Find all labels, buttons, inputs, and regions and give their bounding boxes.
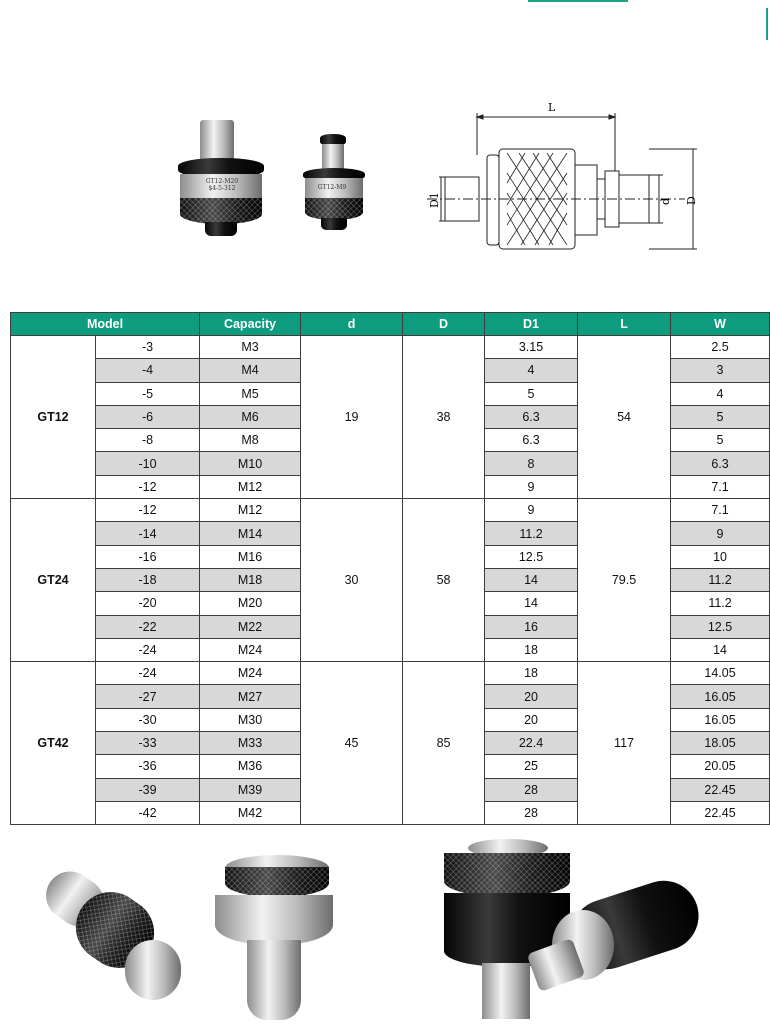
capacity-cell: M18 bbox=[200, 568, 301, 591]
d-cell: 45 bbox=[301, 662, 403, 825]
capacity-cell: M8 bbox=[200, 429, 301, 452]
d1-cell: 6.3 bbox=[485, 429, 578, 452]
d1-cell: 25 bbox=[485, 755, 578, 778]
w-cell: 7.1 bbox=[671, 475, 770, 498]
d-cell: 19 bbox=[301, 336, 403, 499]
d1-cell: 28 bbox=[485, 801, 578, 824]
w-cell: 14 bbox=[671, 638, 770, 661]
suffix-cell: -30 bbox=[96, 708, 200, 731]
w-cell: 6.3 bbox=[671, 452, 770, 475]
suffix-cell: -27 bbox=[96, 685, 200, 708]
D-cell: 85 bbox=[403, 662, 485, 825]
d1-cell: 20 bbox=[485, 685, 578, 708]
d1-cell: 6.3 bbox=[485, 405, 578, 428]
spec-table bbox=[10, 312, 770, 825]
capacity-cell: M6 bbox=[200, 405, 301, 428]
header-D1: D1 bbox=[485, 313, 578, 336]
suffix-cell: -12 bbox=[96, 475, 200, 498]
label-d: d bbox=[659, 197, 672, 205]
L-cell: 117 bbox=[578, 662, 671, 825]
capacity-cell: M14 bbox=[200, 522, 301, 545]
capacity-cell: M24 bbox=[200, 638, 301, 661]
accent-bar bbox=[766, 8, 768, 40]
model-cell: GT42 bbox=[11, 662, 96, 825]
d1-cell: 4 bbox=[485, 359, 578, 382]
d1-cell: 14 bbox=[485, 592, 578, 615]
table-row bbox=[11, 499, 770, 522]
capacity-cell: M20 bbox=[200, 592, 301, 615]
w-cell: 14.05 bbox=[671, 662, 770, 685]
capacity-cell: M33 bbox=[200, 732, 301, 755]
model-cell: GT12 bbox=[11, 336, 96, 499]
suffix-cell: -24 bbox=[96, 662, 200, 685]
suffix-cell: -42 bbox=[96, 801, 200, 824]
header-d: d bbox=[301, 313, 403, 336]
suffix-cell: -24 bbox=[96, 638, 200, 661]
w-cell: 16.05 bbox=[671, 708, 770, 731]
w-cell: 22.45 bbox=[671, 778, 770, 801]
top-decor-line bbox=[528, 0, 628, 2]
w-cell: 9 bbox=[671, 522, 770, 545]
d1-cell: 18 bbox=[485, 662, 578, 685]
suffix-cell: -33 bbox=[96, 732, 200, 755]
suffix-cell: -22 bbox=[96, 615, 200, 638]
w-cell: 3 bbox=[671, 359, 770, 382]
w-cell: 11.2 bbox=[671, 568, 770, 591]
w-cell: 10 bbox=[671, 545, 770, 568]
model-cell: GT24 bbox=[11, 499, 96, 662]
capacity-cell: M27 bbox=[200, 685, 301, 708]
suffix-cell: -39 bbox=[96, 778, 200, 801]
d1-cell: 14 bbox=[485, 568, 578, 591]
capacity-cell: M22 bbox=[200, 615, 301, 638]
L-cell: 54 bbox=[578, 336, 671, 499]
d1-cell: 11.2 bbox=[485, 522, 578, 545]
capacity-cell: M12 bbox=[200, 499, 301, 522]
d-cell: 30 bbox=[301, 499, 403, 662]
mini-holder-engraving: GT12-M9 bbox=[317, 184, 347, 191]
suffix-cell: -6 bbox=[96, 405, 200, 428]
capacity-cell: M16 bbox=[200, 545, 301, 568]
capacity-cell: M4 bbox=[200, 359, 301, 382]
w-cell: 4 bbox=[671, 382, 770, 405]
w-cell: 12.5 bbox=[671, 615, 770, 638]
table-row bbox=[11, 336, 770, 359]
header-model: Model bbox=[11, 313, 200, 336]
d1-cell: 3.15 bbox=[485, 336, 578, 359]
w-cell: 11.2 bbox=[671, 592, 770, 615]
L-cell: 79.5 bbox=[578, 499, 671, 662]
d1-cell: 16 bbox=[485, 615, 578, 638]
label-L: L bbox=[548, 101, 556, 114]
suffix-cell: -14 bbox=[96, 522, 200, 545]
capacity-cell: M42 bbox=[200, 801, 301, 824]
suffix-cell: -16 bbox=[96, 545, 200, 568]
product-photo-top bbox=[175, 112, 385, 262]
d1-cell: 20 bbox=[485, 708, 578, 731]
d1-cell: 8 bbox=[485, 452, 578, 475]
product-photo-bottom-left bbox=[35, 845, 385, 1025]
capacity-cell: M10 bbox=[200, 452, 301, 475]
header-capacity: Capacity bbox=[200, 313, 301, 336]
capacity-cell: M30 bbox=[200, 708, 301, 731]
label-D: D bbox=[685, 196, 698, 205]
table-header-row bbox=[11, 313, 770, 336]
d1-cell: 5 bbox=[485, 382, 578, 405]
capacity-cell: M24 bbox=[200, 662, 301, 685]
holder-engraving: GT12-M20 $4-5-312 bbox=[205, 178, 239, 192]
table-row bbox=[11, 662, 770, 685]
D-cell: 58 bbox=[403, 499, 485, 662]
suffix-cell: -3 bbox=[96, 336, 200, 359]
product-photo-bottom-right bbox=[440, 835, 700, 1025]
suffix-cell: -8 bbox=[96, 429, 200, 452]
suffix-cell: -5 bbox=[96, 382, 200, 405]
capacity-cell: M12 bbox=[200, 475, 301, 498]
d1-cell: 28 bbox=[485, 778, 578, 801]
w-cell: 22.45 bbox=[671, 801, 770, 824]
d1-cell: 22.4 bbox=[485, 732, 578, 755]
capacity-cell: M39 bbox=[200, 778, 301, 801]
suffix-cell: -18 bbox=[96, 568, 200, 591]
header-L: L bbox=[578, 313, 671, 336]
w-cell: 20.05 bbox=[671, 755, 770, 778]
capacity-cell: M36 bbox=[200, 755, 301, 778]
w-cell: 2.5 bbox=[671, 336, 770, 359]
capacity-cell: M5 bbox=[200, 382, 301, 405]
capacity-cell: M3 bbox=[200, 336, 301, 359]
header-D: D bbox=[403, 313, 485, 336]
suffix-cell: -36 bbox=[96, 755, 200, 778]
w-cell: 7.1 bbox=[671, 499, 770, 522]
suffix-cell: -10 bbox=[96, 452, 200, 475]
suffix-cell: -4 bbox=[96, 359, 200, 382]
w-cell: 5 bbox=[671, 429, 770, 452]
dimension-diagram bbox=[425, 95, 700, 255]
spec-table-body bbox=[11, 336, 770, 825]
header-W: W bbox=[671, 313, 770, 336]
w-cell: 16.05 bbox=[671, 685, 770, 708]
d1-cell: 18 bbox=[485, 638, 578, 661]
d1-cell: 12.5 bbox=[485, 545, 578, 568]
d1-cell: 9 bbox=[485, 475, 578, 498]
label-D1: D1 bbox=[428, 192, 441, 208]
D-cell: 38 bbox=[403, 336, 485, 499]
suffix-cell: -20 bbox=[96, 592, 200, 615]
w-cell: 18.05 bbox=[671, 732, 770, 755]
suffix-cell: -12 bbox=[96, 499, 200, 522]
d1-cell: 9 bbox=[485, 499, 578, 522]
w-cell: 5 bbox=[671, 405, 770, 428]
